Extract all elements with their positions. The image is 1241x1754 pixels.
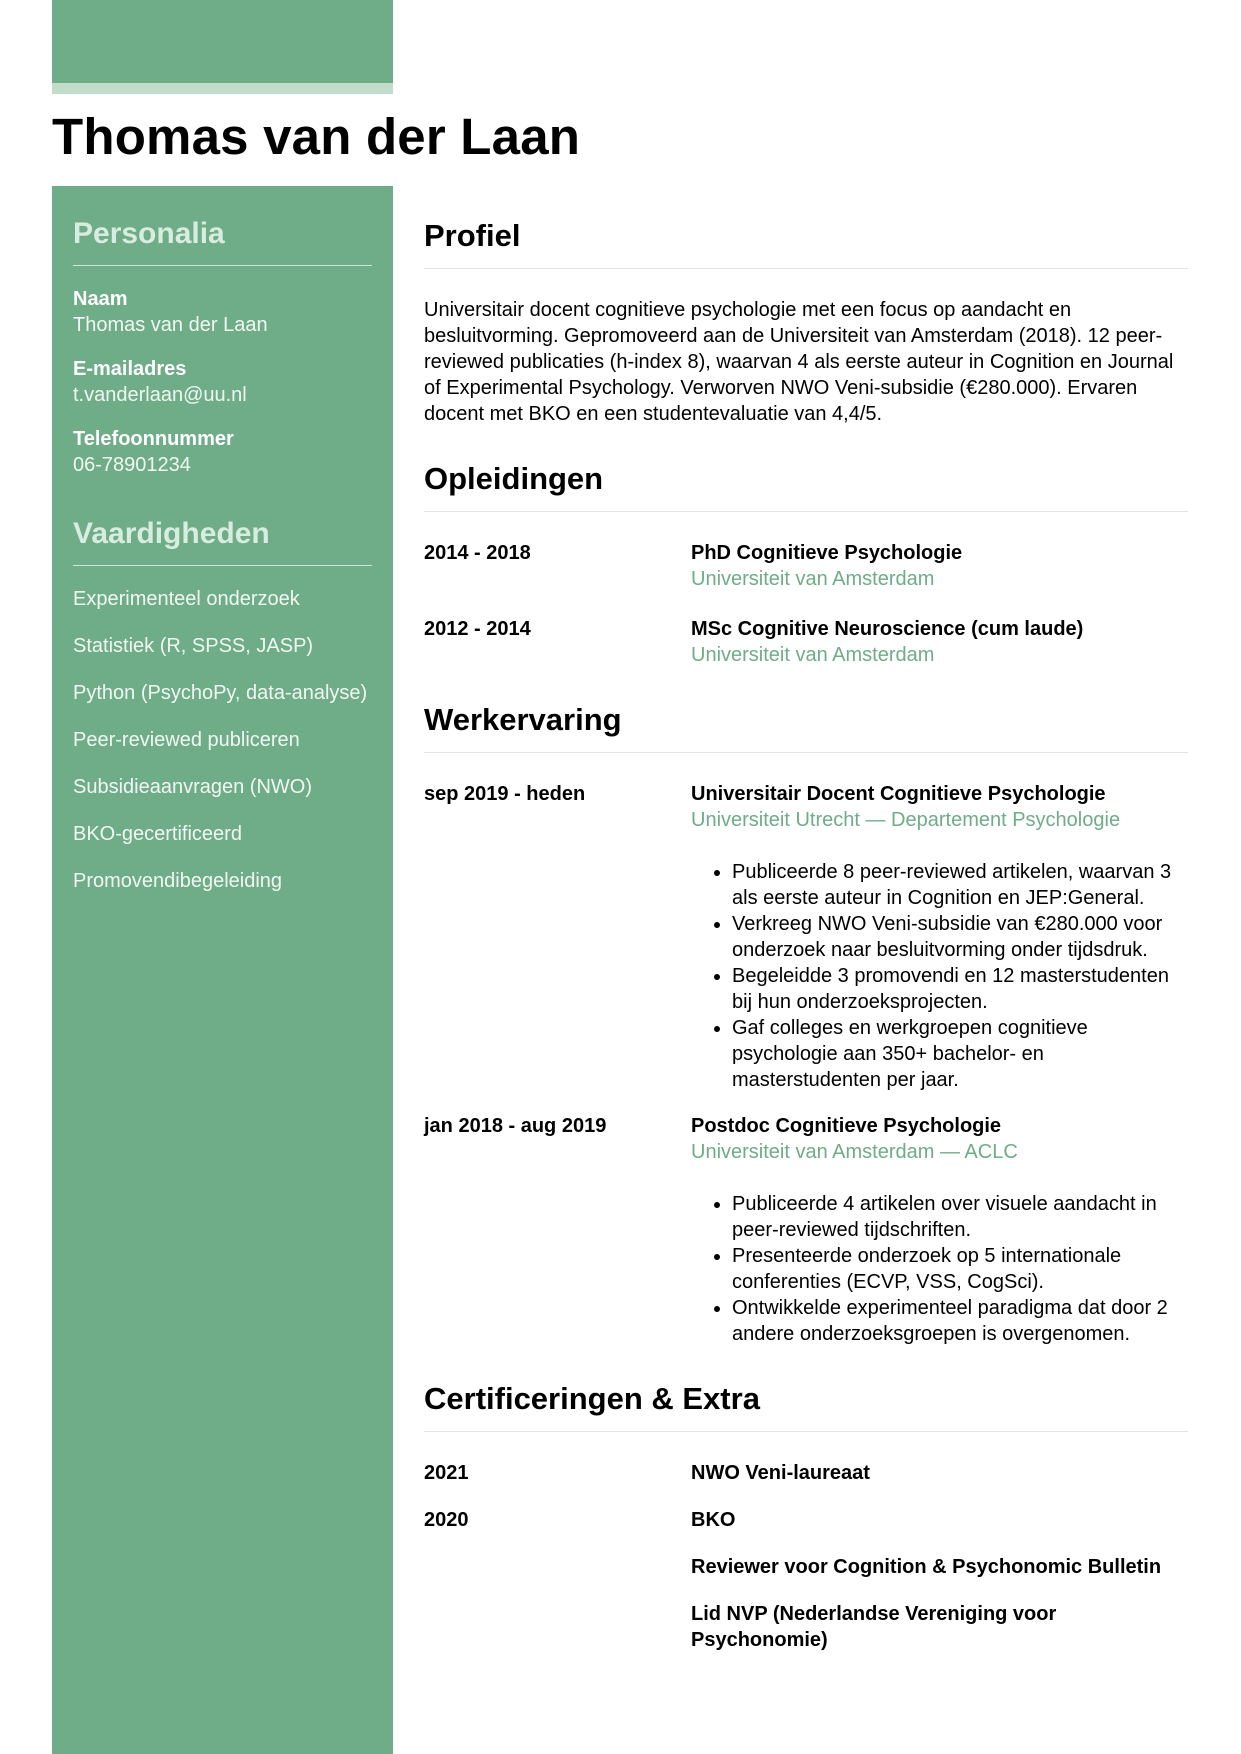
skill-item: Statistiek (R, SPSS, JASP): [73, 635, 314, 657]
achievement-item: • Publiceerde 8 peer-reviewed artikelen, waarvan 3 als eerste auteur in Cognition en JEP:General.: [732, 859, 1188, 911]
candidate-name: Thomas van der Laan: [52, 108, 581, 165]
profile-text: Universitair docent cognitieve psychologie met een focus op aandacht en besluitvorming. Gepromoveerd aan de Universiteit van Amsterdam (2018). 12 peer-reviewed publicaties (h-index 8), waarvan 4 als eerste auteur in Cognition en Journal of Experimental Psychology. Verworven NWO Veni-subsidie (€280.000). Ervaren docent met BKO en een studentevaluatie van 4,4/5.: [424, 299, 1174, 425]
entry-date: [424, 1554, 691, 1580]
skills-heading: Vaardigheden: [73, 517, 270, 550]
field-label: Telefoonnummer: [73, 428, 234, 450]
field-label: E-mailadres: [73, 358, 187, 380]
field-value: 06-78901234: [73, 454, 191, 476]
entry-title: Lid NVP (Nederlandse Vereniging voor Psychonomie): [691, 1603, 1057, 1651]
header-accent-stripe: [52, 83, 393, 94]
achievement-list: [691, 1191, 1188, 1347]
section-divider: [424, 752, 1188, 753]
sidebar-divider: [73, 265, 372, 266]
entry-date: 2020: [424, 1509, 469, 1531]
achievement-list: [691, 859, 1188, 1093]
entry-date: 2021: [424, 1462, 469, 1484]
entry-organization: Universiteit van Amsterdam: [691, 568, 935, 590]
entry-date: sep 2019 - heden: [424, 783, 586, 805]
field-name: [73, 286, 372, 338]
skill-item: BKO-gecertificeerd: [73, 823, 242, 845]
field-label: Naam: [73, 288, 128, 310]
main-content: [424, 214, 1188, 1674]
entry-title: Universitair Docent Cognitieve Psychologie: [691, 783, 1106, 805]
skill-item: Peer-reviewed publiceren: [73, 729, 300, 751]
field-phone: [73, 426, 372, 478]
skill-item: Promovendibegeleiding: [73, 870, 283, 892]
section-title-education: Opleidingen: [424, 461, 604, 496]
section-divider: [424, 511, 1188, 512]
sidebar-divider: [73, 565, 372, 566]
achievement-item: • Verkreeg NWO Veni-subsidie van €280.000 voor onderzoek naar besluitvorming onder tijdsdruk.: [732, 911, 1188, 963]
sidebar: [52, 186, 393, 1754]
entry-date: 2012 - 2014: [424, 618, 531, 640]
entry-title: MSc Cognitive Neuroscience (cum laude): [691, 618, 1084, 640]
education-entry: [424, 540, 1188, 592]
entry-title: PhD Cognitieve Psychologie: [691, 542, 963, 564]
achievement-item: • Publiceerde 4 artikelen over visuele aandacht in peer-reviewed tijdschriften.: [732, 1191, 1188, 1243]
entry-title: Postdoc Cognitieve Psychologie: [691, 1115, 1002, 1137]
entry-content: [691, 1113, 1188, 1347]
entry-title: NWO Veni-laureaat: [691, 1462, 870, 1484]
entry-date: [424, 1601, 691, 1653]
certification-entry: [424, 1460, 1188, 1486]
skill-item: Python (PsychoPy, data-analyse): [73, 682, 368, 704]
entry-content: [691, 781, 1188, 1093]
entry-date: jan 2018 - aug 2019: [424, 1115, 607, 1137]
skill-item: Experimenteel onderzoek: [73, 588, 300, 610]
entry-organization: Universiteit Utrecht — Departement Psychologie: [691, 809, 1121, 831]
field-email: [73, 356, 372, 408]
section-title-certifications: Certificeringen & Extra: [424, 1381, 760, 1416]
section-divider: [424, 1431, 1188, 1432]
field-value: Thomas van der Laan: [73, 314, 268, 336]
entry-title: BKO: [691, 1509, 736, 1531]
entry-organization: Universiteit van Amsterdam — ACLC: [691, 1141, 1018, 1163]
header-accent-block: [52, 0, 393, 83]
section-title-profile: Profiel: [424, 218, 521, 253]
certification-entry: [424, 1507, 1188, 1533]
entry-date: 2014 - 2018: [424, 542, 531, 564]
achievement-item: • Begeleidde 3 promovendi en 12 masterstudenten bij hun onderzoeksprojecten.: [732, 963, 1188, 1015]
entry-title: Reviewer voor Cognition & Psychonomic Bulletin: [691, 1556, 1162, 1578]
experience-entry: [424, 1113, 1188, 1347]
field-value: t.vanderlaan@uu.nl: [73, 384, 247, 406]
achievement-item: • Gaf colleges en werkgroepen cognitieve psychologie aan 350+ bachelor- en masterstudenten per jaar.: [732, 1015, 1188, 1093]
profile-section: [424, 214, 1188, 427]
entry-organization: Universiteit van Amsterdam: [691, 644, 935, 666]
entry-content: [691, 616, 1188, 668]
education-section: [424, 457, 1188, 668]
achievement-item: • Ontwikkelde experimenteel paradigma dat door 2 andere onderzoeksgroepen is overgenomen.: [732, 1295, 1188, 1347]
skill-item: Subsidieaanvragen (NWO): [73, 776, 312, 798]
achievement-item: • Presenteerde onderzoek op 5 internationale conferenties (ECVP, VSS, CogSci).: [732, 1243, 1188, 1295]
education-entry: [424, 616, 1188, 668]
section-divider: [424, 268, 1188, 269]
personalia-heading: Personalia: [73, 217, 225, 250]
skills-list: [73, 586, 372, 894]
section-title-experience: Werkervaring: [424, 702, 622, 737]
certification-entry: [424, 1554, 1188, 1580]
experience-entry: [424, 781, 1188, 1093]
certification-entry: [424, 1601, 1188, 1653]
entry-content: [691, 540, 1188, 592]
experience-section: [424, 698, 1188, 1347]
certifications-section: [424, 1377, 1188, 1653]
